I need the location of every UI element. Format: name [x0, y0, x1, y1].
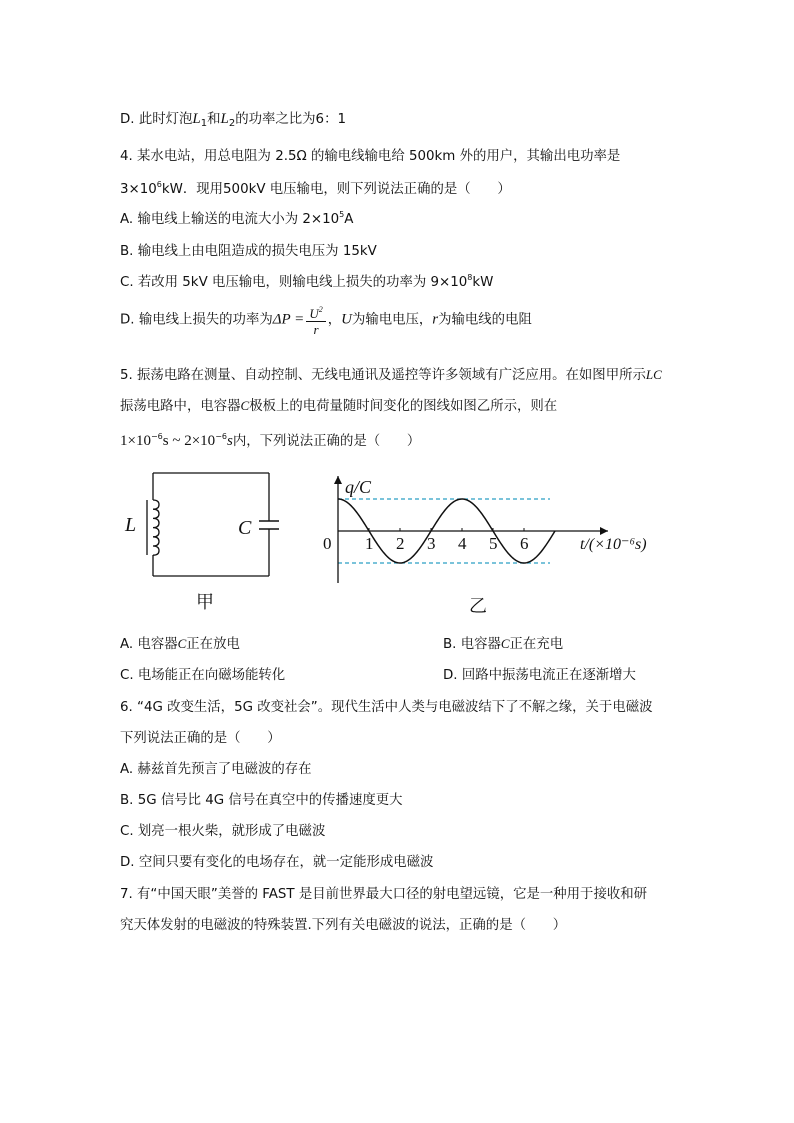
q6-stem-line1: 6. “4G 改变生活，5G 改变社会”。现代生活中人类与电磁波结下了不解之缘，关于电磁波: [120, 700, 653, 715]
lamp-l2-symbol: L: [220, 111, 229, 127]
q4-stem-line1: 4. 某水电站，用总电阻为 2.5Ω 的输电线输电给 500km 外的用户，其输出电功率是: [120, 149, 621, 164]
q5-lc-symbol: LC: [645, 367, 662, 382]
q5-stem-line3: [120, 430, 420, 450]
q4-option-a-exponent: 5: [339, 210, 345, 219]
q5-stem-line1-text: 5. 振荡电路在测量、自动控制、无线电通讯及遥控等许多领域有广泛应用。在如图甲所示: [120, 368, 646, 383]
q3-option-d-prefix: D. 此时灯泡: [120, 112, 193, 127]
q4-formula-lhs: ΔP =: [272, 311, 305, 328]
q6-stem-line2: 下列说法正确的是（ ）: [120, 731, 281, 746]
lamp-l1-subscript: 1: [200, 118, 208, 129]
q5-option-b-c: C: [500, 636, 510, 651]
q4-option-c: [120, 271, 493, 290]
q5-time-start: 1×10: [120, 433, 151, 449]
x-tick-label-6: 6: [520, 534, 529, 553]
q7-stem-line1: 7. 有“中国天眼”美誉的 FAST 是目前世界最大口径的射电望远镜，它是一种用于接收和研: [120, 887, 648, 902]
figure-jia-caption: 甲: [196, 592, 214, 613]
q4-option-d-prefix: D. 输电线上损失的功率为: [120, 312, 273, 328]
q5-option-c: C. 电场能正在向磁场能转化: [120, 668, 286, 683]
q5-option-b-prefix: B. 电容器: [443, 637, 501, 652]
q4-fraction-numerator-exponent: 2: [318, 305, 323, 314]
q6-option-c: C. 划亮一根火柴，就形成了电磁波: [120, 824, 326, 839]
q4-option-d: [120, 302, 532, 337]
q4-stem-line2-rest: kW．现用500kV 电压输电，则下列说法正确的是（ ）: [161, 182, 511, 197]
q-t-graph: [318, 468, 668, 588]
q4-stem-line2: [120, 178, 511, 197]
q6-option-d: D. 空间只要有变化的电场存在，就一定能形成电磁波: [120, 855, 434, 870]
origin-label: 0: [323, 534, 332, 553]
q5-stem-line2-b: 极板上的电荷量随时间变化的图线如图乙所示，则在: [249, 399, 558, 414]
x-tick-label-1: 1: [365, 534, 374, 553]
q4-formula-fraction: [306, 302, 325, 337]
q5-option-a-prefix: A. 电容器: [120, 637, 178, 652]
q4-option-a-unit: A: [344, 212, 354, 227]
x-tick-label-2: 2: [396, 534, 405, 553]
q4-power-exponent: 6: [156, 180, 162, 189]
q5-option-a-suffix: 正在放电: [186, 637, 240, 652]
q5-time-unit: s: [226, 433, 233, 449]
inductor-label: L: [125, 514, 137, 536]
q3-option-d-and: 和: [207, 112, 221, 127]
q5-stem-line3-rest: 内，下列说法正确的是（ ）: [232, 434, 421, 449]
inductor-coil: [153, 500, 159, 555]
y-axis-arrow: [334, 476, 342, 484]
x-axis-label: t/(×10⁻⁶s): [580, 536, 647, 553]
q4-option-a: [120, 208, 353, 227]
q6-option-b: B. 5G 信号比 4G 信号在真空中的传播速度更大: [120, 793, 403, 808]
x-tick-label-5: 5: [489, 534, 498, 553]
q4-power-mantissa: 3×10: [120, 182, 157, 197]
q5-capacitor-symbol: C: [240, 398, 250, 413]
q4-fraction-denominator: r: [313, 322, 319, 337]
q5-stem-line1: [120, 364, 662, 383]
lamp-l2-subscript: 2: [228, 118, 236, 129]
q5-time-start-exponent: −6: [150, 432, 163, 441]
q4-resistance-symbol: r: [432, 311, 439, 328]
q5-stem-line2: [120, 395, 557, 414]
q4-option-c-exponent: 8: [467, 273, 473, 282]
y-axis-label: q/C: [345, 477, 372, 497]
q3-option-d: [120, 108, 346, 129]
q5-time-range: s ~ 2×10: [162, 433, 216, 449]
figure-yi-caption: 乙: [469, 596, 487, 617]
q3-option-d-suffix: 的功率之比为6：1: [235, 112, 346, 127]
q6-option-a: A. 赫兹首先预言了电磁波的存在: [120, 762, 312, 777]
q4-option-a-text: A. 输电线上输送的电流大小为 2×10: [120, 212, 340, 227]
q4-fraction-numerator: U: [309, 306, 319, 321]
q7-stem-line2: 究天体发射的电磁波的特殊装置.下列有关电磁波的说法，正确的是（ ）: [120, 918, 567, 933]
q4-option-b: B. 输电线上由电阻造成的损失电压为 15kV: [120, 244, 377, 259]
x-tick-label-4: 4: [458, 534, 467, 553]
lamp-l1-symbol: L: [192, 111, 201, 127]
x-tick-label-3: 3: [427, 534, 436, 553]
capacitor-label: C: [238, 517, 252, 539]
q5-option-a: [120, 633, 240, 652]
q4-option-c-unit: kW: [472, 275, 494, 290]
q5-option-d: D. 回路中振荡电流正在逐渐增大: [443, 668, 636, 683]
q5-stem-line2-a: 振荡电路中，电容器: [120, 399, 241, 414]
q4-option-d-mid: 为输电电压，: [351, 312, 433, 328]
x-axis-arrow: [600, 527, 608, 535]
q5-time-end-exponent: −6: [215, 432, 227, 441]
q4-option-d-end: 为输电线的电阻: [438, 312, 532, 328]
q4-voltage-symbol: U: [341, 311, 352, 328]
q4-option-c-text: C. 若改用 5kV 电压输电，则输电线上损失的功率为 9×10: [120, 275, 468, 290]
q4-option-d-comma: ，: [327, 312, 342, 328]
q5-option-b: [443, 633, 563, 652]
q5-option-a-c: C: [177, 636, 187, 651]
q5-option-b-suffix: 正在充电: [509, 637, 564, 652]
